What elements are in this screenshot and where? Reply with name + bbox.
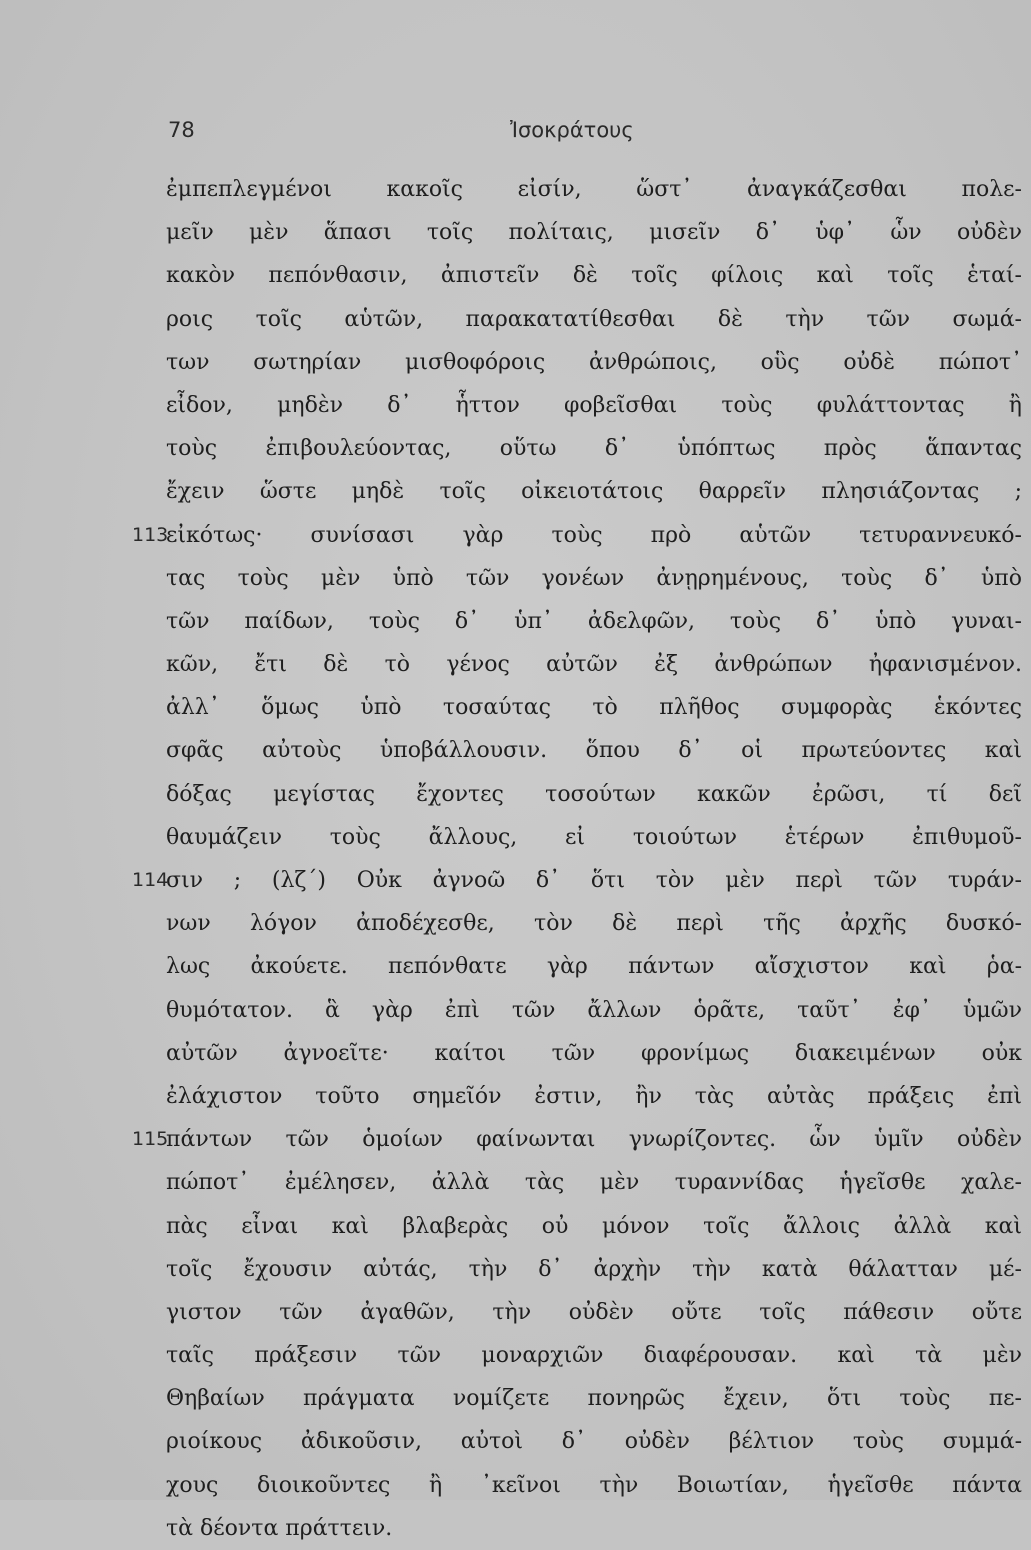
text-line (0, 945, 1031, 988)
text-line (0, 816, 1031, 859)
text-line (0, 1291, 1031, 1334)
page-number: 78 (168, 118, 195, 142)
line-text: θυμότατον. ἃ γὰρ ἐπὶ τῶν ἄλλων ὁρᾶτε, ταῦτ᾽ ἐφ᾽ ὑμῶν (166, 997, 1022, 1023)
text-line (0, 384, 1031, 427)
line-text: λως ἀκούετε. πεπόνθατε γὰρ πάντων αἴσχιστον καὶ ῥα- (166, 954, 1022, 980)
line-text: δόξας μεγίστας ἔχοντες τοσούτων κακῶν ἐρῶσι, τί δεῖ (166, 781, 1022, 807)
text-line (0, 773, 1031, 816)
line-text: τας τοὺς μὲν ὑπὸ τῶν γονέων ἀνῃρημένους, τοὺς δ᾽ ὑπὸ (166, 565, 1022, 591)
text-line (0, 1118, 1031, 1161)
line-text: γιστον τῶν ἀγαθῶν, τὴν οὐδὲν οὔτε τοῖς πάθεσιν οὔτε (166, 1299, 1022, 1325)
text-line (0, 729, 1031, 772)
text-line (0, 168, 1031, 211)
text-line (0, 859, 1031, 902)
line-text: των σωτηρίαν μισθοφόροις ἀνθρώποις, οὓς οὐδὲ πώποτ᾽ (166, 349, 1022, 375)
text-line (0, 1507, 1031, 1550)
line-text: μεῖν μὲν ἅπασι τοῖς πολίταις, μισεῖν δ᾽ ὑφ᾽ ὧν οὐδὲν (166, 220, 1022, 246)
line-text: κακὸν πεπόνθασιν, ἀπιστεῖν δὲ τοῖς φίλοις καὶ τοῖς ἑταί- (166, 263, 1022, 289)
text-line (0, 1161, 1031, 1204)
line-text: πὰς εἶναι καὶ βλαβερὰς οὐ μόνον τοῖς ἄλλοις ἀλλὰ καὶ (166, 1213, 1022, 1239)
line-text: ταῖς πράξεσιν τῶν μοναρχιῶν διαφέρουσαν. καὶ τὰ μὲν (166, 1343, 1022, 1369)
text-line (0, 1205, 1031, 1248)
line-text: ἔχειν ὥστε μηδὲ τοῖς οἰκειοτάτοις θαρρεῖν πλησιάζοντας ; (166, 479, 1022, 505)
text-line (0, 341, 1031, 384)
line-text: πάντων τῶν ὁμοίων φαίνωνται γνωρίζοντες. ὧν ὑμῖν οὐδὲν (166, 1127, 1022, 1153)
line-text: θαυμάζειν τοὺς ἄλλους, εἰ τοιούτων ἑτέρων ἐπιθυμοῦ- (166, 824, 1022, 850)
page-header (0, 118, 1031, 148)
text-line (0, 1334, 1031, 1377)
section-number: 115 (132, 1128, 169, 1151)
text-line (0, 211, 1031, 254)
text-line (0, 600, 1031, 643)
section-number: 114 (132, 869, 169, 891)
line-text: τὰ δέοντα πράττειν. (166, 1515, 393, 1541)
body-text (0, 168, 1031, 1550)
text-line (0, 643, 1031, 686)
line-text: ἀλλ᾽ ὅμως ὑπὸ τοσαύτας τὸ πλῆθος συμφορὰς ἑκόντες (166, 695, 1022, 721)
line-text: κῶν, ἔτι δὲ τὸ γένος αὐτῶν ἐξ ἀνθρώπων ἠφανισμένον. (166, 652, 1022, 678)
running-title: Ἰσοκράτους (510, 118, 634, 142)
text-line (0, 686, 1031, 729)
text-line (0, 1032, 1031, 1075)
line-text: αὐτῶν ἀγνοεῖτε· καίτοι τῶν φρονίμως διακειμένων οὐκ (166, 1040, 1022, 1066)
text-line (0, 557, 1031, 600)
line-text: ροις τοῖς αὑτῶν, παρακατατίθεσθαι δὲ τὴν τῶν σωμά- (166, 306, 1022, 332)
line-text: σιν ; (λζ΄) Οὐκ ἀγνοῶ δ᾽ ὅτι τὸν μὲν περὶ τῶν τυράν- (166, 868, 1022, 893)
text-line (0, 298, 1031, 341)
text-line (0, 470, 1031, 513)
section-number: 113 (132, 523, 169, 546)
text-line (0, 254, 1031, 297)
text-line (0, 1377, 1031, 1420)
text-line (0, 989, 1031, 1032)
text-line (0, 902, 1031, 945)
line-text: τοὺς ἐπιβουλεύοντας, οὕτω δ᾽ ὑπόπτως πρὸς ἅπαντας (166, 436, 1022, 462)
text-line (0, 514, 1031, 557)
line-text: Θηβαίων πράγματα νομίζετε πονηρῶς ἔχειν, ὅτι τοὺς πε- (166, 1386, 1022, 1412)
line-text: τοῖς ἔχουσιν αὐτάς, τὴν δ᾽ ἀρχὴν τὴν κατὰ θάλατταν μέ- (166, 1256, 1022, 1282)
line-text: εἶδον, μηδὲν δ᾽ ἧττον φοβεῖσθαι τοὺς φυλάττοντας ἢ (166, 392, 1022, 418)
line-text: ριοίκους ἀδικοῦσιν, αὐτοὶ δ᾽ οὐδὲν βέλτιον τοὺς συμμά- (166, 1429, 1022, 1455)
text-line (0, 427, 1031, 470)
line-text: τῶν παίδων, τοὺς δ᾽ ὑπ᾽ ἀδελφῶν, τοὺς δ᾽ ὑπὸ γυναι- (166, 608, 1022, 634)
line-text: ἐμπεπλεγμένοι κακοῖς εἰσίν, ὥστ᾽ ἀναγκάζεσθαι πολε- (166, 177, 1022, 202)
text-line (0, 1075, 1031, 1118)
text-line (0, 1464, 1031, 1507)
line-text: εἰκότως· συνίσασι γὰρ τοὺς πρὸ αὑτῶν τετυραννευκό- (166, 522, 1022, 548)
line-text: πώποτ᾽ ἐμέλησεν, ἀλλὰ τὰς μὲν τυραννίδας ἡγεῖσθε χαλε- (166, 1170, 1022, 1196)
line-text: ἐλάχιστον τοῦτο σημεῖόν ἐστιν, ἢν τὰς αὐτὰς πράξεις ἐπὶ (166, 1083, 1022, 1109)
line-text: χους διοικοῦντες ἢ ᾽κεῖνοι τὴν Βοιωτίαν, ἡγεῖσθε πάντα (166, 1472, 1022, 1498)
text-line (0, 1248, 1031, 1291)
text-line (0, 1420, 1031, 1463)
line-text: σφᾶς αὐτοὺς ὑποβάλλουσιν. ὅπου δ᾽ οἱ πρωτεύοντες καὶ (166, 738, 1022, 764)
line-text: νων λόγον ἀποδέχεσθε, τὸν δὲ περὶ τῆς ἀρχῆς δυσκό- (166, 911, 1022, 937)
